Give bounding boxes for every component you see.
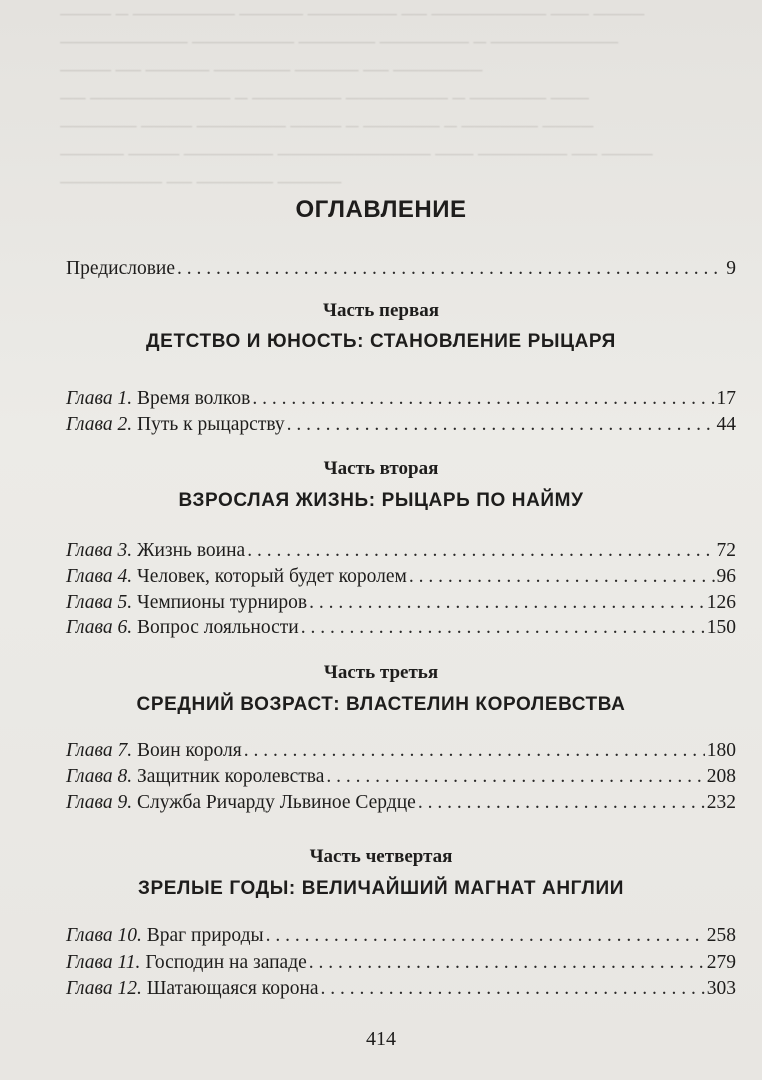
toc-entry — [66, 592, 736, 618]
toc-entry — [66, 952, 736, 978]
toc-entry — [66, 740, 736, 766]
toc-entry — [66, 792, 736, 818]
toc-entry — [66, 566, 736, 592]
dot-leader — [409, 566, 715, 588]
chapter-label: Глава 12. — [66, 978, 142, 999]
toc-entry — [66, 766, 736, 792]
toc-entry-preface — [66, 258, 736, 284]
entry-page: 232 — [706, 792, 736, 813]
chapter-label: Глава 2. — [66, 414, 133, 435]
toc-entry — [66, 388, 736, 414]
entry-title: Воин короля — [137, 740, 242, 761]
toc-entry — [66, 978, 736, 1004]
entry-title: Время волков — [137, 388, 251, 409]
dot-leader — [301, 617, 705, 639]
show-through-text: ──── ─ ──────── ───── ─────── ── ───────── ─── ──── ────────── ──────── ────── ─────── ─ ────────── ──── ── ───── ────── ───── ── ─────── ── ─────────── ─ ─────── ──────── ─ ────── ─── ────── ──── ─────── ──── ─ ────── ─ ────── ──── ───── ──── ─────── ──────────── ─── ─────── ── ──── ──────── ── ────── ───── — [60, 4, 653, 190]
chapter-label: Глава 6. — [66, 617, 133, 638]
dot-leader — [177, 258, 724, 280]
part-label: Часть первая — [323, 300, 439, 321]
chapter-label: Глава 11. — [66, 952, 141, 973]
entry-page: 208 — [706, 766, 736, 787]
part-label: Часть вторая — [323, 458, 439, 479]
entry-page: 9 — [726, 258, 736, 279]
chapter-label: Глава 5. — [66, 592, 133, 613]
dot-leader — [266, 925, 705, 947]
entry-title: Вопрос лояльности — [137, 617, 299, 638]
entry-page: 279 — [706, 952, 736, 973]
part-label: Часть третья — [323, 662, 439, 683]
chapter-label: Глава 8. — [66, 766, 133, 787]
entry-page: 72 — [716, 540, 736, 561]
entry-title: Служба Ричарду Львиное Сердце — [137, 792, 416, 813]
entry-title: Враг природы — [146, 925, 264, 946]
chapter-label: Глава 7. — [66, 740, 133, 761]
entry-page: 258 — [706, 925, 736, 946]
entry-page: 96 — [716, 566, 736, 587]
part-title: ЗРЕЛЫЕ ГОДЫ: ВЕЛИЧАЙШИЙ МАГНАТ АНГЛИИ — [137, 878, 624, 899]
entry-title: Господин на западе — [145, 952, 307, 973]
entry-title: Чемпионы турниров — [137, 592, 308, 613]
chapter-label: Глава 1. — [66, 388, 133, 409]
entry-title: Защитник королевства — [137, 766, 325, 787]
chapter-label: Глава 9. — [66, 792, 133, 813]
entry-page: 17 — [716, 388, 736, 409]
entry-page: 126 — [706, 592, 736, 613]
entry-page: 44 — [716, 414, 736, 435]
part-title: ВЗРОСЛАЯ ЖИЗНЬ: РЫЦАРЬ ПО НАЙМУ — [178, 490, 584, 511]
dot-leader — [247, 540, 714, 562]
dot-leader — [326, 766, 704, 788]
entry-title: Предисловие — [66, 258, 176, 279]
dot-leader — [244, 740, 705, 762]
part-title: СРЕДНИЙ ВОЗРАСТ: ВЛАСТЕЛИН КОРОЛЕВСТВА — [136, 694, 626, 715]
dot-leader — [252, 388, 714, 410]
entry-title: Шатающаяся корона — [146, 978, 319, 999]
page-number: 414 — [366, 1028, 396, 1050]
part-title: ДЕТСТВО И ЮНОСТЬ: СТАНОВЛЕНИЕ РЫЦАРЯ — [146, 331, 616, 352]
dot-leader — [309, 952, 705, 974]
toc-entry — [66, 925, 736, 951]
entry-title: Путь к рыцарству — [137, 414, 285, 435]
chapter-label: Глава 4. — [66, 566, 133, 587]
dot-leader — [321, 978, 705, 1000]
entry-title: Жизнь воина — [137, 540, 246, 561]
dot-leader — [418, 792, 705, 814]
chapter-label: Глава 10. — [66, 925, 142, 946]
entry-page: 180 — [706, 740, 736, 761]
entry-page: 150 — [706, 617, 736, 638]
dot-leader — [309, 592, 705, 614]
dot-leader — [287, 414, 715, 436]
toc-entry — [66, 414, 736, 440]
toc-entry — [66, 540, 736, 566]
part-label: Часть четвертая — [309, 846, 453, 867]
toc-heading: ОГЛАВЛЕНИЕ — [295, 196, 467, 223]
toc-entry — [66, 617, 736, 643]
chapter-label: Глава 3. — [66, 540, 133, 561]
entry-page: 303 — [706, 978, 736, 999]
entry-title: Человек, который будет королем — [137, 566, 407, 587]
